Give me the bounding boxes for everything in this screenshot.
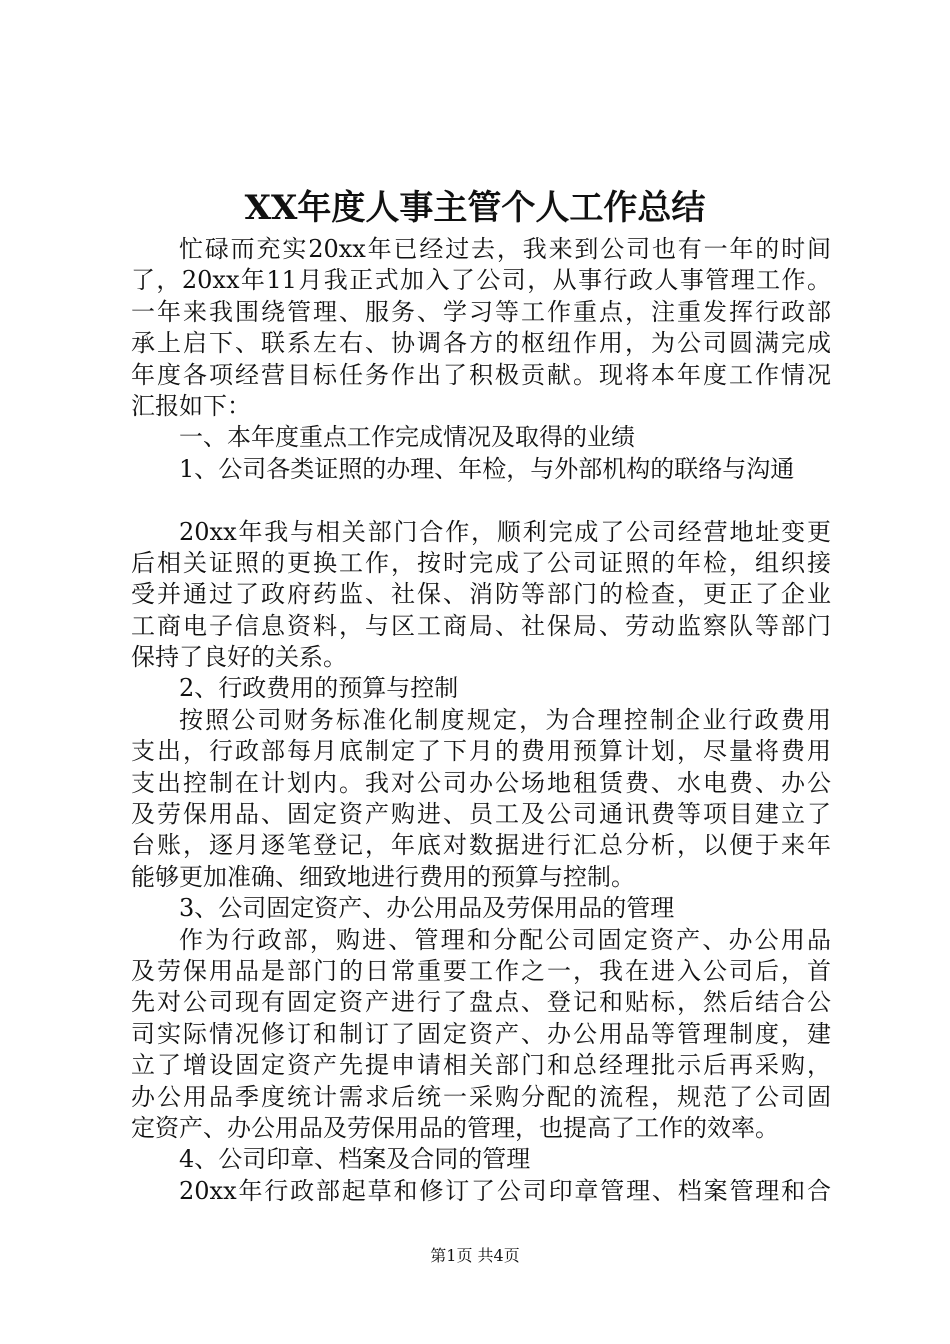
paragraph-line: 后相关证照的更换工作，按时完成了公司证照的年检，组织接 [131, 548, 831, 577]
paragraph-line: 20xx年我与相关部门合作，顺利完成了公司经营地址变更 [179, 517, 831, 546]
paragraph-line: 台账，逐月逐笔登记，年底对数据进行汇总分析，以便于来年 [131, 831, 831, 860]
paragraph-line: 年度各项经营目标任务作出了积极贡献。现将本年度工作情况 [131, 360, 831, 389]
document-body [131, 234, 831, 1207]
paragraph-line: 支出控制在计划内。我对公司办公场地租赁费、水电费、办公 [131, 768, 831, 797]
paragraph-line: 办公用品季度统计需求后统一采购分配的流程，规范了公司固 [131, 1082, 831, 1111]
section-heading: 2、行政费用的预算与控制 [179, 674, 459, 703]
document-title: XX年度人事主管个人工作总结 [244, 188, 706, 228]
paragraph-line: 立了增设固定资产先提申请相关部门和总经理批示后再采购， [131, 1051, 831, 1080]
paragraph-line: 及劳保用品、固定资产购进、员工及公司通讯费等项目建立了 [131, 800, 831, 829]
section-heading: 1、公司各类证照的办理、年检，与外部机构的联络与沟通 [179, 454, 795, 483]
paragraph-line: 按照公司财务标准化制度规定，为合理控制企业行政费用 [179, 705, 831, 734]
page-number-footer: 第1页 共4页 [430, 1246, 520, 1265]
blank-line [131, 485, 831, 516]
paragraph-line: 汇报如下： [131, 391, 251, 420]
section-heading: 3、公司固定资产、办公用品及劳保用品的管理 [179, 894, 675, 923]
paragraph-line: 作为行政部，购进、管理和分配公司固定资产、办公用品 [179, 925, 831, 954]
paragraph-line: 工商电子信息资料，与区工商局、社保局、劳动监察队等部门 [131, 611, 831, 640]
paragraph-line: 了，20xx年11月我正式加入了公司，从事行政人事管理工作。 [131, 266, 831, 295]
paragraph-line: 支出，行政部每月底制定了下月的费用预算计划，尽量将费用 [131, 737, 831, 766]
section-heading: 4、公司印章、档案及合同的管理 [179, 1145, 531, 1174]
paragraph-line: 司实际情况修订和制订了固定资产、办公用品等管理制度，建 [131, 1019, 831, 1048]
paragraph-line: 能够更加准确、细致地进行费用的预算与控制。 [131, 862, 635, 891]
paragraph-line: 先对公司现有固定资产进行了盘点、登记和贴标，然后结合公 [131, 988, 831, 1017]
paragraph-line: 忙碌而充实20xx年已经过去，我来到公司也有一年的时间 [179, 235, 831, 263]
paragraph-line: 一年来我围绕管理、服务、学习等工作重点，注重发挥行政部 [131, 297, 831, 326]
paragraph-line: 定资产、办公用品及劳保用品的管理，也提高了工作的效率。 [131, 1113, 779, 1142]
section-heading: 一、本年度重点工作完成情况及取得的业绩 [179, 423, 635, 452]
paragraph-line: 20xx年行政部起草和修订了公司印章管理、档案管理和合 [179, 1176, 831, 1205]
paragraph-line: 保持了良好的关系。 [131, 643, 347, 672]
paragraph-line: 受并通过了政府药监、社保、消防等部门的检查，更正了企业 [131, 580, 831, 609]
paragraph-line: 及劳保用品是部门的日常重要工作之一，我在进入公司后，首 [131, 956, 831, 985]
paragraph-line: 承上启下、联系左右、协调各方的枢纽作用，为公司圆满完成 [131, 329, 831, 358]
